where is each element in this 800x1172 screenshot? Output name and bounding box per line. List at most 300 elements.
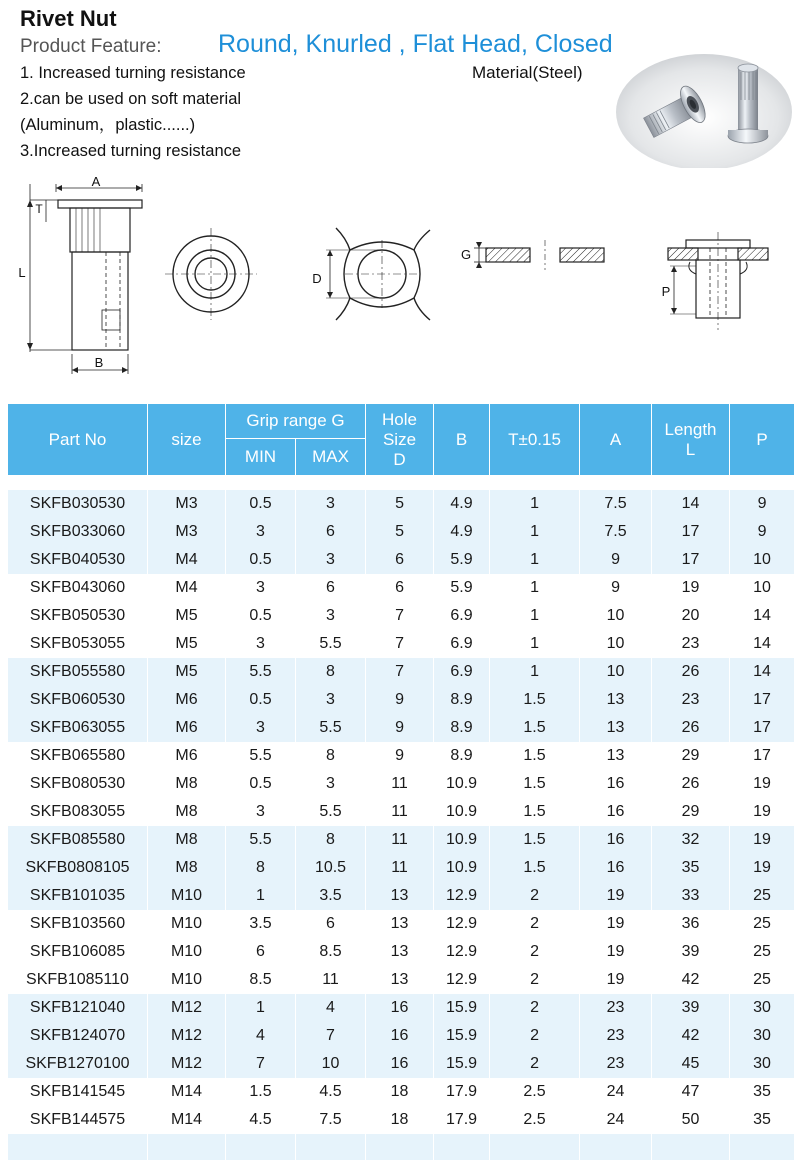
table-cell: 3	[226, 714, 296, 742]
table-cell: 7	[366, 630, 434, 658]
spacer-cell	[434, 1134, 490, 1160]
table-cell: 6	[366, 546, 434, 574]
table-cell: 6.9	[434, 602, 490, 630]
table-cell: 19	[730, 826, 795, 854]
table-cell: 14	[730, 658, 795, 686]
table-cell: 25	[730, 882, 795, 910]
table-cell: 9	[580, 574, 652, 602]
spacer-cell	[730, 1134, 795, 1160]
table-cell: 9	[366, 742, 434, 770]
material-label: Material(Steel)	[472, 63, 583, 82]
spacer-row	[8, 476, 795, 491]
table-cell: 6	[366, 574, 434, 602]
table-cell: 1	[490, 630, 580, 658]
table-cell: 25	[730, 910, 795, 938]
table-cell: 16	[580, 798, 652, 826]
spacer-cell	[8, 476, 148, 491]
spacer-cell	[730, 476, 795, 491]
table-cell: SKFB1270100	[8, 1050, 148, 1078]
table-cell: SKFB103560	[8, 910, 148, 938]
table-row	[8, 1022, 795, 1050]
table-row	[8, 910, 795, 938]
table-cell: 1.5	[490, 826, 580, 854]
spacer-cell	[434, 476, 490, 491]
table-cell: 24	[580, 1106, 652, 1134]
table-cell: 47	[652, 1078, 730, 1106]
table-cell: 17	[730, 714, 795, 742]
table-row	[8, 1050, 795, 1078]
table-cell: 3	[226, 630, 296, 658]
table-cell: 5.5	[296, 630, 366, 658]
table-cell: 33	[652, 882, 730, 910]
spacer-cell	[366, 476, 434, 491]
table-cell: 0.5	[226, 602, 296, 630]
header-grip-range: Grip range G	[226, 404, 366, 439]
table-cell: M8	[148, 826, 226, 854]
table-cell: 39	[652, 994, 730, 1022]
table-cell: 3	[296, 770, 366, 798]
table-cell: 9	[730, 518, 795, 546]
table-cell: SKFB106085	[8, 938, 148, 966]
table-cell: SKFB065580	[8, 742, 148, 770]
header-min: MIN	[226, 439, 296, 476]
table-row	[8, 574, 795, 602]
table-cell: SKFB141545	[8, 1078, 148, 1106]
table-cell: 17	[730, 742, 795, 770]
table-cell: 16	[366, 994, 434, 1022]
table-cell: 35	[730, 1078, 795, 1106]
header-p: P	[730, 404, 795, 476]
dim-label-p: P	[661, 284, 671, 299]
table-cell: 5.5	[226, 826, 296, 854]
table-cell: 42	[652, 966, 730, 994]
table-cell: 8.5	[226, 966, 296, 994]
table-row	[8, 658, 795, 686]
table-cell: 16	[580, 854, 652, 882]
table-cell: M10	[148, 910, 226, 938]
table-cell: 15.9	[434, 1050, 490, 1078]
table-cell: 19	[730, 770, 795, 798]
header-a: A	[580, 404, 652, 476]
feature-list	[20, 60, 246, 164]
table-cell: 2.5	[490, 1078, 580, 1106]
table-row	[8, 518, 795, 546]
spacer-row	[8, 1134, 795, 1160]
feature-item: 3.Increased turning resistance	[20, 142, 242, 160]
table-body	[8, 476, 795, 1161]
table-cell: M8	[148, 854, 226, 882]
table-cell: 4.5	[296, 1078, 366, 1106]
table-cell: M4	[148, 546, 226, 574]
table-cell: SKFB1085110	[8, 966, 148, 994]
header-length-line: Length	[664, 419, 717, 439]
table-cell: M5	[148, 602, 226, 630]
table-cell: 11	[366, 770, 434, 798]
table-cell: 6	[296, 574, 366, 602]
table-cell: 50	[652, 1106, 730, 1134]
table-row	[8, 854, 795, 882]
table-cell: 2	[490, 1022, 580, 1050]
table-row	[8, 1078, 795, 1106]
table-cell: 1	[490, 518, 580, 546]
table-cell: 18	[366, 1106, 434, 1134]
table-cell: SKFB060530	[8, 686, 148, 714]
table-cell: M5	[148, 658, 226, 686]
spacer-cell	[296, 476, 366, 491]
table-cell: 19	[580, 938, 652, 966]
table-cell: 0.5	[226, 770, 296, 798]
table-cell: 3	[296, 490, 366, 518]
table-cell: 13	[366, 910, 434, 938]
table-row	[8, 826, 795, 854]
table-cell: M6	[148, 686, 226, 714]
table-cell: 6.9	[434, 658, 490, 686]
table-cell: 7.5	[580, 518, 652, 546]
table-cell: 9	[366, 714, 434, 742]
table-cell: 7	[296, 1022, 366, 1050]
table-cell: M12	[148, 1022, 226, 1050]
table-cell: 5.5	[296, 714, 366, 742]
table-cell: 23	[580, 994, 652, 1022]
table-cell: 2	[490, 1050, 580, 1078]
table-cell: 25	[730, 938, 795, 966]
table-cell: 18	[366, 1078, 434, 1106]
table-cell: 11	[366, 854, 434, 882]
table-cell: 9	[580, 546, 652, 574]
table-cell: 13	[580, 686, 652, 714]
table-cell: 7	[366, 658, 434, 686]
spacer-cell	[580, 476, 652, 491]
table-cell: 35	[730, 1106, 795, 1134]
table-cell: 23	[652, 686, 730, 714]
table-cell: 2	[490, 882, 580, 910]
table-cell: 1.5	[490, 686, 580, 714]
table-cell: 13	[366, 882, 434, 910]
spacer-cell	[652, 1134, 730, 1160]
table-cell: 39	[652, 938, 730, 966]
table-cell: 8	[296, 658, 366, 686]
table-cell: 30	[730, 994, 795, 1022]
table-cell: 6	[296, 518, 366, 546]
hole-drawing	[326, 228, 430, 320]
table-row	[8, 630, 795, 658]
table-cell: 1.5	[490, 742, 580, 770]
table-cell: SKFB080530	[8, 770, 148, 798]
table-cell: M10	[148, 938, 226, 966]
table-cell: 23	[580, 1022, 652, 1050]
table-row	[8, 714, 795, 742]
table-cell: 10	[580, 602, 652, 630]
header-hole-size-line: Hole	[382, 409, 417, 429]
table-cell: 9	[730, 490, 795, 518]
spacer-cell	[8, 1134, 148, 1160]
table-cell: 8.9	[434, 686, 490, 714]
table-cell: SKFB030530	[8, 490, 148, 518]
table-cell: 7	[366, 602, 434, 630]
table-cell: 8	[296, 826, 366, 854]
table-cell: 29	[652, 742, 730, 770]
table-cell: 15.9	[434, 994, 490, 1022]
table-cell: 17	[652, 518, 730, 546]
table-row	[8, 882, 795, 910]
table-row	[8, 938, 795, 966]
table-cell: M4	[148, 574, 226, 602]
table-cell: SKFB124070	[8, 1022, 148, 1050]
table-cell: SKFB144575	[8, 1106, 148, 1134]
spacer-cell	[226, 476, 296, 491]
table-cell: 4.9	[434, 518, 490, 546]
dim-label-t: T	[35, 202, 43, 216]
table-cell: M12	[148, 1050, 226, 1078]
table-cell: 7.5	[296, 1106, 366, 1134]
table-cell: 14	[652, 490, 730, 518]
table-cell: 3	[296, 546, 366, 574]
table-cell: 4	[296, 994, 366, 1022]
table-cell: 1.5	[226, 1078, 296, 1106]
feature-item: (Aluminum，plastic......)	[20, 116, 196, 134]
table-cell: 16	[580, 770, 652, 798]
table-cell: 5	[366, 518, 434, 546]
table-cell: 24	[580, 1078, 652, 1106]
table-cell: 4	[226, 1022, 296, 1050]
table-row	[8, 602, 795, 630]
table-cell: SKFB0808105	[8, 854, 148, 882]
table-cell: 13	[366, 966, 434, 994]
header-t: T±0.15	[490, 404, 580, 476]
table-cell: 1	[490, 546, 580, 574]
table-cell: 1	[490, 490, 580, 518]
table-cell: 26	[652, 770, 730, 798]
table-cell: 8.9	[434, 742, 490, 770]
table-cell: 10	[730, 546, 795, 574]
table-cell: SKFB085580	[8, 826, 148, 854]
table-cell: SKFB055580	[8, 658, 148, 686]
product-photo	[616, 52, 792, 168]
dim-label-a: A	[91, 174, 101, 189]
table-cell: 3	[226, 518, 296, 546]
table-cell: 9	[366, 686, 434, 714]
product-feature-label: Product Feature:	[20, 36, 162, 57]
table-cell: SKFB033060	[8, 518, 148, 546]
table-cell: M6	[148, 714, 226, 742]
table-cell: 1	[490, 574, 580, 602]
table-cell: 5.5	[226, 658, 296, 686]
dim-label-g: G	[460, 247, 472, 262]
product-feature-headline: Round, Knurled , Flat Head, Closed	[218, 30, 613, 58]
table-cell: 10	[730, 574, 795, 602]
table-cell: 1.5	[490, 714, 580, 742]
table-cell: M14	[148, 1078, 226, 1106]
dim-label-d: D	[312, 271, 322, 286]
table-cell: 36	[652, 910, 730, 938]
table-cell: SKFB083055	[8, 798, 148, 826]
table-cell: 32	[652, 826, 730, 854]
table-cell: 0.5	[226, 546, 296, 574]
table-cell: 3	[296, 686, 366, 714]
table-cell: 10.5	[296, 854, 366, 882]
table-cell: 20	[652, 602, 730, 630]
spacer-cell	[490, 1134, 580, 1160]
table-cell: 2	[490, 938, 580, 966]
table-cell: 10.9	[434, 770, 490, 798]
table-cell: 13	[580, 742, 652, 770]
dim-label-l: L	[18, 265, 26, 280]
table-cell: 12.9	[434, 966, 490, 994]
header-b: B	[434, 404, 490, 476]
table-cell: SKFB043060	[8, 574, 148, 602]
header-hole-size-line: D	[393, 449, 406, 469]
table-cell: 19	[652, 574, 730, 602]
table-row	[8, 1106, 795, 1134]
table-cell: 1.5	[490, 770, 580, 798]
header-size: size	[148, 404, 226, 476]
technical-drawings	[0, 170, 800, 380]
table-cell: M10	[148, 966, 226, 994]
side-view-drawing	[27, 184, 142, 374]
table-cell: 29	[652, 798, 730, 826]
table-cell: 11	[296, 966, 366, 994]
table-cell: 1	[490, 602, 580, 630]
table-cell: 5.5	[226, 742, 296, 770]
header-hole-size-line: Size	[382, 429, 417, 449]
table-cell: 8.5	[296, 938, 366, 966]
table-cell: 17.9	[434, 1106, 490, 1134]
end-view-drawing	[165, 228, 257, 320]
spacer-cell	[226, 1134, 296, 1160]
table-cell: 2.5	[490, 1106, 580, 1134]
header-length-line: L	[685, 439, 696, 459]
spacer-cell	[148, 1134, 226, 1160]
table-cell: M10	[148, 882, 226, 910]
table-cell: 6	[226, 938, 296, 966]
table-row	[8, 686, 795, 714]
table-cell: SKFB040530	[8, 546, 148, 574]
table-cell: 15.9	[434, 1022, 490, 1050]
table-row	[8, 966, 795, 994]
table-cell: 10	[296, 1050, 366, 1078]
table-cell: 23	[652, 630, 730, 658]
table-cell: M3	[148, 518, 226, 546]
table-cell: 13	[366, 938, 434, 966]
table-cell: M8	[148, 798, 226, 826]
feature-item: 1. Increased turning resistance	[20, 64, 246, 82]
table-row	[8, 770, 795, 798]
feature-item: 2.can be used on soft material	[20, 90, 242, 108]
table-cell: 10.9	[434, 798, 490, 826]
installed-view-drawing	[668, 232, 768, 330]
table-row	[8, 490, 795, 518]
table-cell: 17	[652, 546, 730, 574]
table-cell: 12.9	[434, 882, 490, 910]
spacer-cell	[652, 476, 730, 491]
table-cell: 1	[226, 882, 296, 910]
header-max: MAX	[296, 439, 366, 476]
table-cell: 19	[730, 798, 795, 826]
table-cell: 1.5	[490, 798, 580, 826]
table-cell: 10	[580, 658, 652, 686]
dim-label-b: B	[94, 355, 104, 370]
specification-table	[7, 403, 795, 1160]
table-cell: 26	[652, 714, 730, 742]
table-cell: 19	[580, 882, 652, 910]
table-cell: SKFB053055	[8, 630, 148, 658]
table-cell: 14	[730, 630, 795, 658]
spacer-cell	[580, 1134, 652, 1160]
spacer-cell	[490, 476, 580, 491]
table-row	[8, 798, 795, 826]
table-cell: 11	[366, 798, 434, 826]
table-cell: 5.5	[296, 798, 366, 826]
header-part-no: Part No	[8, 404, 148, 476]
table-cell: 11	[366, 826, 434, 854]
table-cell: M14	[148, 1106, 226, 1134]
table-cell: 3	[296, 602, 366, 630]
table-cell: 8.9	[434, 714, 490, 742]
table-cell: SKFB063055	[8, 714, 148, 742]
table-cell: 2	[490, 966, 580, 994]
table-cell: 12.9	[434, 910, 490, 938]
table-cell: 2	[490, 994, 580, 1022]
table-cell: 7.5	[580, 490, 652, 518]
table-cell: 7	[226, 1050, 296, 1078]
table-cell: 12.9	[434, 938, 490, 966]
table-cell: 19	[580, 966, 652, 994]
table-cell: 4.5	[226, 1106, 296, 1134]
table-cell: 19	[580, 910, 652, 938]
table-cell: 13	[580, 714, 652, 742]
table-row	[8, 742, 795, 770]
table-cell: 6	[296, 910, 366, 938]
table-cell: 3.5	[226, 910, 296, 938]
table-cell: M3	[148, 490, 226, 518]
table-cell: 10.9	[434, 854, 490, 882]
table-row	[8, 546, 795, 574]
header-hole-size	[366, 404, 434, 476]
table-cell: 42	[652, 1022, 730, 1050]
table-cell: M8	[148, 770, 226, 798]
table-cell: 23	[580, 1050, 652, 1078]
spacer-cell	[366, 1134, 434, 1160]
table-cell: 0.5	[226, 686, 296, 714]
table-cell: 16	[580, 826, 652, 854]
table-cell: 35	[652, 854, 730, 882]
table-cell: 16	[366, 1022, 434, 1050]
table-cell: 17	[730, 686, 795, 714]
table-cell: 5.9	[434, 546, 490, 574]
table-cell: M5	[148, 630, 226, 658]
spacer-cell	[296, 1134, 366, 1160]
table-cell: 10.9	[434, 826, 490, 854]
spacer-cell	[148, 476, 226, 491]
table-cell: 45	[652, 1050, 730, 1078]
page-title: Rivet Nut	[20, 6, 117, 31]
table-cell: 30	[730, 1022, 795, 1050]
table-cell: 5	[366, 490, 434, 518]
table-cell: SKFB101035	[8, 882, 148, 910]
table-cell: 3	[226, 574, 296, 602]
table-cell: 1	[226, 994, 296, 1022]
table-cell: 14	[730, 602, 795, 630]
table-cell: 26	[652, 658, 730, 686]
table-cell: 6.9	[434, 630, 490, 658]
table-cell: M6	[148, 742, 226, 770]
table-cell: SKFB121040	[8, 994, 148, 1022]
table-cell: 8	[296, 742, 366, 770]
table-cell: 30	[730, 1050, 795, 1078]
table-cell: 25	[730, 966, 795, 994]
table-cell: 0.5	[226, 490, 296, 518]
table-cell: 4.9	[434, 490, 490, 518]
